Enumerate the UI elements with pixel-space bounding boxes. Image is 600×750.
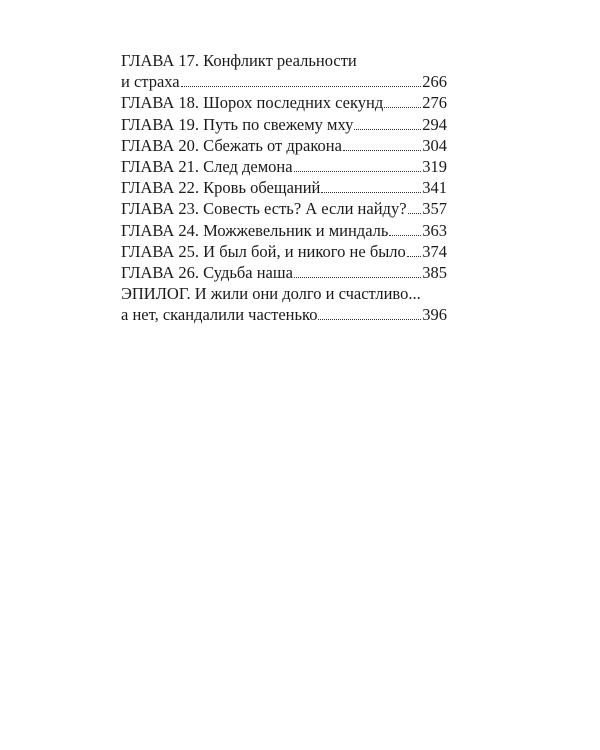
dot-leader	[354, 129, 421, 130]
toc-entry-epilogue-title	[121, 283, 447, 304]
table-of-contents	[121, 50, 447, 326]
toc-entry-ch22	[121, 177, 447, 198]
toc-entry-label: ГЛАВА 22. Кровь обещаний	[121, 178, 321, 198]
toc-entry-page: 357	[422, 199, 447, 219]
toc-entry-label: ГЛАВА 18. Шорох последних секунд	[121, 93, 384, 113]
dot-leader	[321, 192, 421, 193]
toc-entry-ch24	[121, 220, 447, 241]
toc-entry-ch17	[121, 71, 447, 92]
toc-entry-label: ГЛАВА 24. Можжевельник и миндаль	[121, 220, 389, 240]
dot-leader	[294, 277, 421, 278]
toc-entry-page: 385	[422, 263, 447, 283]
toc-entry-ch20	[121, 135, 447, 156]
toc-entry-label: ГЛАВА 25. И был бой, и никого не было	[121, 241, 406, 261]
toc-entry-label: ГЛАВА 19. Путь по свежему мху	[121, 114, 354, 134]
toc-entry-page: 363	[422, 220, 447, 240]
dot-leader	[407, 256, 421, 257]
dot-leader	[181, 86, 422, 87]
toc-entry-label: ГЛАВА 21. След демона	[121, 157, 293, 177]
toc-entry-page: 341	[422, 178, 447, 198]
dot-leader	[384, 107, 421, 108]
toc-entry-label: и страха	[121, 72, 180, 92]
toc-entry-label: ГЛАВА 17. Конфликт реальности	[121, 51, 357, 70]
toc-entry-ch21	[121, 156, 447, 177]
toc-entry-ch18	[121, 92, 447, 113]
toc-entry-ch23	[121, 198, 447, 219]
toc-entry-page: 276	[422, 93, 447, 113]
toc-entry-ch17-title	[121, 50, 447, 71]
toc-entry-page: 319	[422, 157, 447, 177]
toc-entry-page: 396	[422, 305, 447, 325]
toc-entry-label: ГЛАВА 20. Сбежать от дракона	[121, 135, 342, 155]
toc-entry-label: ЭПИЛОГ. И жили они долго и счастливо...	[121, 284, 421, 304]
dot-leader	[318, 319, 421, 320]
dot-leader	[294, 171, 422, 172]
dot-leader	[408, 213, 422, 214]
toc-entry-label: ГЛАВА 26. Судьба наша	[121, 263, 293, 283]
toc-entry-page: 294	[422, 114, 447, 134]
toc-entry-label: ГЛАВА 23. Совесть есть? А если найду?	[121, 199, 407, 219]
dot-leader	[343, 150, 421, 151]
toc-entry-page: 266	[422, 72, 447, 92]
toc-entry-ch25	[121, 241, 447, 262]
toc-entry-ch19	[121, 114, 447, 135]
toc-entry-ch26	[121, 262, 447, 283]
toc-entry-page: 374	[422, 241, 447, 261]
dot-leader	[389, 235, 421, 236]
toc-entry-label: а нет, скандалили частенько	[121, 305, 318, 325]
toc-entry-epilogue	[121, 304, 447, 325]
toc-entry-page: 304	[422, 135, 447, 155]
